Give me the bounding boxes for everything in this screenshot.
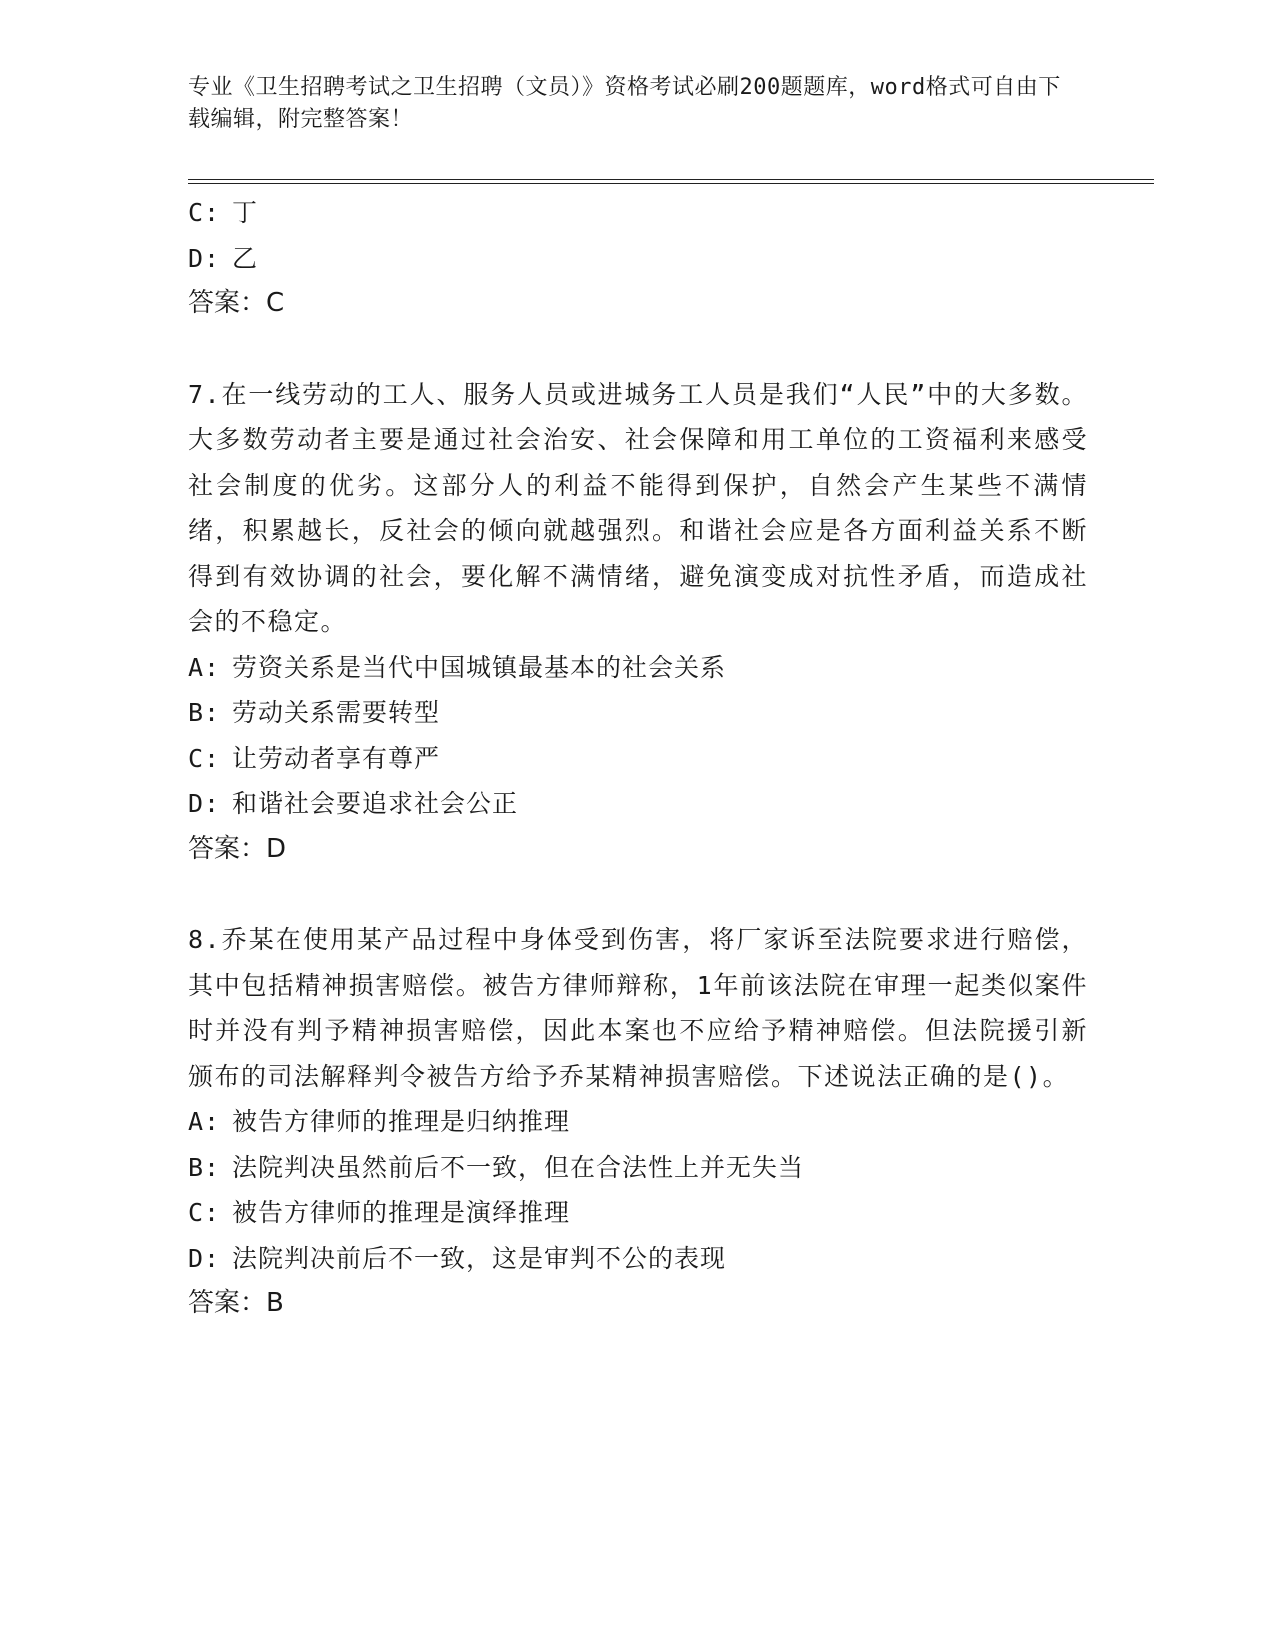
header-divider-bottom (188, 183, 1154, 184)
option-text: 让劳动者享有尊严 (232, 743, 441, 773)
option-text: 劳动关系需要转型 (232, 698, 441, 727)
question-8-option-d (188, 1236, 1088, 1282)
header-divider-top (188, 179, 1154, 180)
option-letter: D: (188, 243, 221, 273)
option-text: 劳资关系是当代中国城镇最基本的社会关系 (232, 652, 727, 682)
document-header (188, 72, 1068, 136)
option-letter: C: (188, 1198, 221, 1227)
option-letter: B: (188, 1152, 221, 1182)
option-letter: A: (188, 652, 221, 682)
option-text: 被告方律师的推理是归纳推理 (232, 1107, 571, 1136)
option-text: 和谐社会要追求社会公正 (232, 789, 519, 818)
document-body (188, 190, 1088, 1327)
spacer (188, 327, 1088, 372)
question-8-option-c (188, 1190, 1088, 1236)
question-7-option-d (188, 781, 1088, 827)
option-letter: C: (188, 198, 221, 227)
option-text: 被告方律师的推理是演绎推理 (232, 1198, 571, 1227)
option-text: 丁 (232, 198, 259, 227)
option-d (188, 236, 1088, 282)
option-letter: D: (188, 789, 221, 818)
option-letter: C: (188, 743, 221, 773)
question-7-option-a (188, 645, 1088, 691)
option-text: 乙 (232, 243, 259, 273)
spacer (188, 872, 1088, 917)
answer-line: 答案：C (188, 288, 285, 318)
question-7-answer: 答案：D (188, 833, 287, 864)
question-8-stem: 8.乔某在使用某产品过程中身体受到伤害，将厂家诉至法院要求进行赔偿，其中包括精神损害赔偿。被告方律师辩称，1年前该法院在审理一起类似案件时并没有判予精神损害赔偿，因此本案也不应给予精神赔偿。但法院援引新颁布的司法解释判令被告方给予乔某精神损害赔偿。下述说法正确的是()。 (188, 925, 1088, 1091)
question-8-answer: 答案：B (188, 1288, 284, 1318)
question-7-option-c (188, 736, 1088, 782)
option-text: 法院判决虽然前后不一致，但在合法性上并无失当 (232, 1152, 805, 1182)
option-c (188, 190, 1088, 236)
header-title: 专业《卫生招聘考试之卫生招聘（文员）》资格考试必刷200题题库，word格式可自由下载编辑，附完整答案！ (188, 75, 1061, 132)
option-text: 法院判决前后不一致，这是审判不公的表现 (232, 1243, 727, 1273)
question-8-option-a (188, 1099, 1088, 1145)
option-letter: B: (188, 698, 221, 727)
question-7-stem: 7.在一线劳动的工人、服务人员或进城务工人员是我们“人民”中的大多数。大多数劳动者主要是通过社会治安、社会保障和用工单位的工资福利来感受社会制度的优劣。这部分人的利益不能得到保护，自然会产生某些不满情绪，积累越长，反社会的倾向就越强烈。和谐社会应是各方面利益关系不断得到有效协调的社会，要化解不满情绪，避免演变成对抗性矛盾，而造成社会的不稳定。 (188, 379, 1088, 636)
question-8-option-b (188, 1145, 1088, 1191)
option-letter: D: (188, 1243, 221, 1273)
option-letter: A: (188, 1107, 221, 1136)
question-7-option-b (188, 690, 1088, 736)
